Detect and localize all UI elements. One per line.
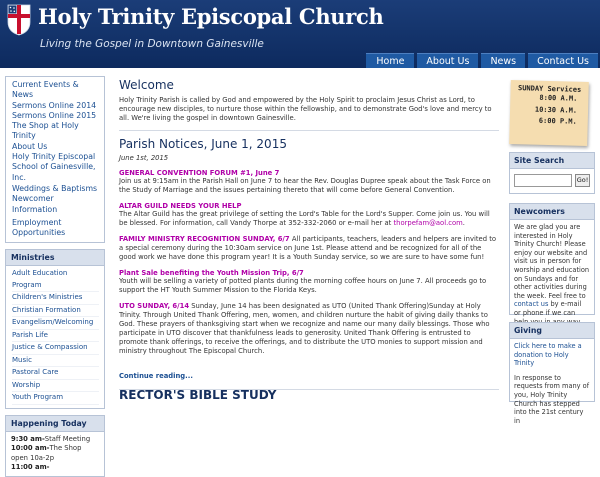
giving-heading: Giving [510,323,594,339]
sidebar-link-about-us[interactable]: About Us [12,141,48,151]
search-input[interactable] [514,174,572,187]
notice-item [119,235,499,262]
sidebar-link-school[interactable]: Holy Trinity Episcopal School of Gainesville, Inc. [12,152,96,182]
nav-home[interactable]: Home [366,53,414,68]
sidebar-link-weddings[interactable]: Weddings & Baptisms [12,183,98,193]
notice-item [119,269,499,295]
site-header [0,0,600,68]
giving-box [509,322,595,425]
ministry-item[interactable]: Music [12,355,99,368]
notice-item [119,202,499,228]
service-time: 8:00 A.M. [539,93,578,103]
notice-title: Plant Sale benefiting the Youth Mission Trip, 6/7 [119,269,304,277]
ministry-item[interactable]: Children's Ministries [12,292,99,305]
contact-us-link[interactable]: contact us [514,300,549,309]
notice-text: FAMILY MINISTRY RECOGNITION SUNDAY, 6/7 All participants, teachers, leaders and helpers are invited to a special ceremony during the 10:30am service on June 1st. Please attend and be recognized for all of the good work we have done this program year! It is a Youth Sunday service, so we are sure to have some fun! [119,235,497,261]
post-date: June 1st, 2015 [119,154,169,162]
divider [119,130,499,131]
ministries-box [5,249,105,409]
donation-link[interactable]: Click here to make a donation to Holy Trinity [514,342,582,368]
welcome-heading: Welcome [119,78,174,92]
notice-item [119,169,499,195]
ministry-item[interactable]: Youth Program [12,392,99,405]
episcopal-shield-icon[interactable] [7,4,31,36]
notice-item [119,302,499,356]
site-search-heading: Site Search [510,153,594,169]
giving-text: In response to requests from many of you, Holy Trinity Church has stepped into the 21st century in [514,373,590,425]
sunday-services-note [509,80,589,146]
nav-news[interactable]: News [481,53,525,68]
notice-text: Youth will be selling a variety of potted plants during the morning coffee hours on June 7. All proceeds go to support the HT Youth Summer Mission to the Florida Keys. [119,277,487,294]
continue-reading-link[interactable]: Continue reading... [119,372,193,380]
ministry-item[interactable]: Worship [12,380,99,393]
ministry-item[interactable]: Justice & Compassion [12,342,99,355]
ministry-item[interactable]: Evangelism/Welcoming [12,317,99,330]
event-item[interactable]: 10:00 am-The Shop open 10a-2p [11,444,82,462]
notice-text: UTO SUNDAY, 6/14 Sunday, June 14 has been designated as UTO (United Thank Offering)Sunday at Holy Trinity. Through United Thank Offering, men, women, and children nurture the habit of giving daily thanks to God. These prayers of thanksgiving start when we recognize and name our many daily blessings. Those who participate in UTO discover that thankfulness leads to generosity. United Thank Offering is entrusted to promote thank offerings, to receive the offerings, and to distribute the UTO monies to support mission and ministry throughout The Episcopal Church. [119,302,490,355]
newcomers-text: We are glad you are interested in Holy Trinity Church! Please enjoy our website and visit us in person for worship and education on Sundays and for other activities during the week. Feel free to contact us by e-mail or phone if we can [514,223,590,317]
sidebar-link-newcomer[interactable]: Newcomer Information [12,194,58,214]
newcomers-heading: Newcomers [510,204,594,220]
sidebar-link-shop[interactable]: The Shop at Holy Trinity [12,121,79,141]
notice-text: The Altar Guild has the great privilege of setting the Lord's Table for the Lord's Supper. Come join us. You will be blessed. For information, call Vandy Thorpe at 352-332-2060 or e-mail her at thorpefam@aol.com. [119,210,490,227]
site-search-box [509,152,595,194]
ministry-item[interactable]: Parish Life [12,330,99,343]
ministry-item[interactable]: Christian Formation [12,305,99,318]
sidebar-link-sermons-2015[interactable]: Sermons Online 2015 [12,110,97,120]
search-go-button[interactable]: Go! [575,174,590,187]
welcome-text: Holy Trinity Parish is called by God and empowered by the Holy Spirit to proclaim Jesus Christ as Lord, to encourage new disciples, to nurture those within the fellowship, and to demonstrate God's love and mercy to all. We're living the gospel in downtown Gainesville. [119,96,492,122]
email-link[interactable]: thorpefam@aol.com [393,219,463,227]
sidebar-link-employment[interactable]: Employment Opportunities [12,217,66,238]
happening-today-heading: Happening Today [6,416,104,432]
site-title[interactable]: Holy Trinity Episcopal Church [38,4,384,29]
left-sidebar [5,76,105,477]
newcomers-box [509,203,595,315]
service-time: 10:30 A.M. [534,105,578,115]
main-nav [366,53,598,68]
event-item[interactable]: 9:30 am-Staff Meeting [11,434,91,443]
service-time: 6:00 P.M. [538,116,577,126]
ministry-item[interactable]: Adult Education Program [12,268,99,292]
happening-today-box [5,415,105,477]
notice-title: GENERAL CONVENTION FORUM #1, June 7 [119,169,280,177]
notice-title: UTO SUNDAY, 6/14 [119,302,190,310]
site-tagline: Living the Gospel in Downtown Gainesville [40,38,264,50]
bible-study-heading[interactable]: RECTOR'S BIBLE STUDY [119,388,277,402]
notice-title: FAMILY MINISTRY RECOGNITION SUNDAY, 6/7 [119,235,290,243]
sidebar-link-current-events[interactable]: Current Events & News [12,80,79,100]
services-title: SUNDAY Services [517,84,582,94]
nav-about-us[interactable]: About Us [417,53,478,68]
ministries-heading: Ministries [6,250,104,266]
sidebar-link-sermons-2014[interactable]: Sermons Online 2014 [12,100,97,110]
event-item[interactable]: 11:00 am- [11,463,50,472]
quick-links-box [5,76,105,243]
notice-text: Join us at 9:15am in the Parish Hall on June 7 to hear the Rev. Douglas Dupree speak about the Task Force on the Study of Marriage and the issues pertaining thereto that will come before General Convention. [119,177,491,194]
nav-contact-us[interactable]: Contact Us [528,53,598,68]
ministry-item[interactable]: Pastoral Care [12,367,99,380]
notices-heading[interactable]: Parish Notices, June 1, 2015 [119,137,287,151]
main-content [119,78,499,396]
notice-title: ALTAR GUILD NEEDS YOUR HELP [119,202,242,210]
